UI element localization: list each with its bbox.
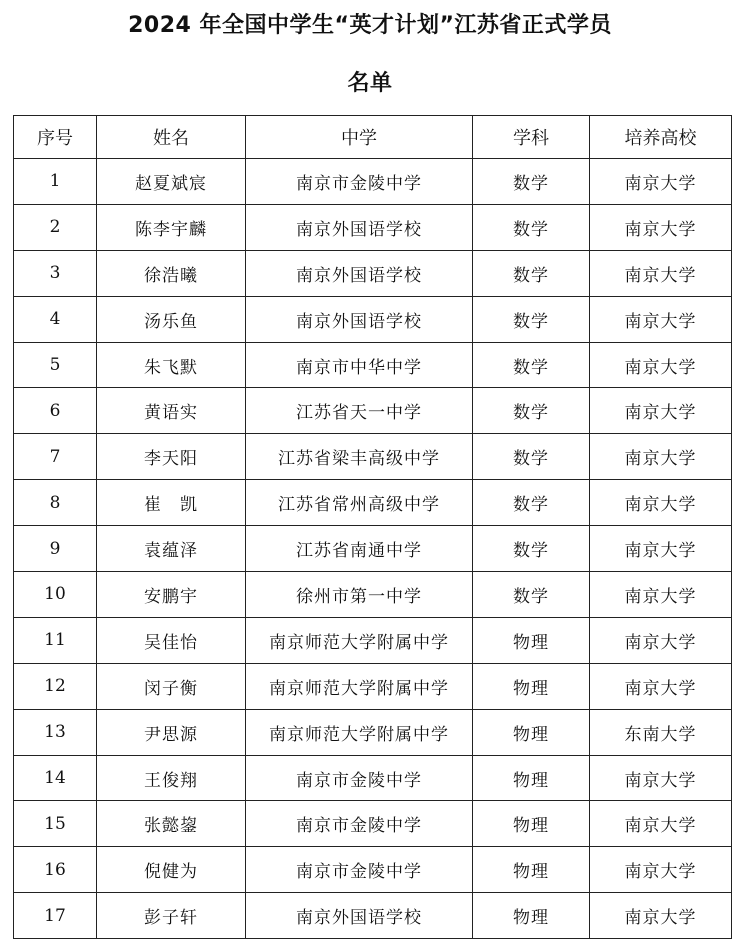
cell-subject: 数学 bbox=[473, 572, 590, 618]
cell-university: 东南大学 bbox=[590, 709, 732, 755]
cell-university: 南京大学 bbox=[590, 755, 732, 801]
cell-serial-number: 1 bbox=[14, 159, 97, 205]
cell-school: 南京市金陵中学 bbox=[246, 847, 473, 893]
cell-university: 南京大学 bbox=[590, 250, 732, 296]
cell-name: 朱飞默 bbox=[97, 342, 246, 388]
table-row bbox=[14, 296, 732, 342]
cell-subject: 数学 bbox=[473, 434, 590, 480]
cell-university: 南京大学 bbox=[590, 847, 732, 893]
document-subtitle: 名单 bbox=[347, 71, 393, 96]
table-row bbox=[14, 388, 732, 434]
cell-serial-number: 8 bbox=[14, 480, 97, 526]
cell-name: 王俊翔 bbox=[97, 755, 246, 801]
cell-name: 袁蕴泽 bbox=[97, 526, 246, 572]
cell-name: 汤乐鱼 bbox=[97, 296, 246, 342]
table-row bbox=[14, 755, 732, 801]
table-row bbox=[14, 801, 732, 847]
cell-subject: 物理 bbox=[473, 709, 590, 755]
cell-subject: 物理 bbox=[473, 755, 590, 801]
cell-university: 南京大学 bbox=[590, 296, 732, 342]
table-body bbox=[14, 159, 732, 939]
cell-subject: 物理 bbox=[473, 847, 590, 893]
table-row bbox=[14, 663, 732, 709]
cell-subject: 数学 bbox=[473, 250, 590, 296]
cell-school: 南京外国语学校 bbox=[246, 893, 473, 939]
cell-school: 南京师范大学附属中学 bbox=[246, 663, 473, 709]
cell-name: 张懿鋆 bbox=[97, 801, 246, 847]
cell-subject: 数学 bbox=[473, 204, 590, 250]
cell-university: 南京大学 bbox=[590, 572, 732, 618]
header-school: 中学 bbox=[246, 116, 473, 159]
table-row bbox=[14, 480, 732, 526]
cell-school: 南京市金陵中学 bbox=[246, 755, 473, 801]
cell-university: 南京大学 bbox=[590, 893, 732, 939]
cell-name: 吴佳怡 bbox=[97, 617, 246, 663]
cell-school: 江苏省南通中学 bbox=[246, 526, 473, 572]
cell-serial-number: 2 bbox=[14, 204, 97, 250]
header-subject: 学科 bbox=[473, 116, 590, 159]
cell-subject: 数学 bbox=[473, 480, 590, 526]
student-list-table bbox=[13, 115, 732, 939]
cell-university: 南京大学 bbox=[590, 526, 732, 572]
cell-serial-number: 17 bbox=[14, 893, 97, 939]
cell-school: 南京外国语学校 bbox=[246, 204, 473, 250]
cell-name: 李天阳 bbox=[97, 434, 246, 480]
table-row bbox=[14, 250, 732, 296]
cell-name: 徐浩曦 bbox=[97, 250, 246, 296]
cell-serial-number: 7 bbox=[14, 434, 97, 480]
cell-subject: 数学 bbox=[473, 388, 590, 434]
cell-serial-number: 9 bbox=[14, 526, 97, 572]
cell-serial-number: 14 bbox=[14, 755, 97, 801]
cell-school: 南京市中华中学 bbox=[246, 342, 473, 388]
cell-serial-number: 11 bbox=[14, 617, 97, 663]
cell-subject: 数学 bbox=[473, 526, 590, 572]
cell-name: 陈李宇麟 bbox=[97, 204, 246, 250]
cell-university: 南京大学 bbox=[590, 480, 732, 526]
cell-name: 赵夏斌宸 bbox=[97, 159, 246, 205]
cell-serial-number: 13 bbox=[14, 709, 97, 755]
cell-subject: 数学 bbox=[473, 296, 590, 342]
cell-name: 安鹏宇 bbox=[97, 572, 246, 618]
cell-school: 南京外国语学校 bbox=[246, 250, 473, 296]
cell-serial-number: 3 bbox=[14, 250, 97, 296]
cell-school: 南京市金陵中学 bbox=[246, 159, 473, 205]
header-university: 培养高校 bbox=[590, 116, 732, 159]
cell-school: 江苏省天一中学 bbox=[246, 388, 473, 434]
cell-university: 南京大学 bbox=[590, 159, 732, 205]
cell-subject: 物理 bbox=[473, 617, 590, 663]
cell-school: 南京市金陵中学 bbox=[246, 801, 473, 847]
document-title: 2024 年全国中学生“英才计划”江苏省正式学员 bbox=[128, 13, 612, 38]
cell-university: 南京大学 bbox=[590, 204, 732, 250]
cell-school: 南京师范大学附属中学 bbox=[246, 617, 473, 663]
cell-subject: 物理 bbox=[473, 663, 590, 709]
cell-university: 南京大学 bbox=[590, 434, 732, 480]
cell-serial-number: 12 bbox=[14, 663, 97, 709]
cell-serial-number: 6 bbox=[14, 388, 97, 434]
cell-subject: 物理 bbox=[473, 893, 590, 939]
header-serial-number: 序号 bbox=[14, 116, 97, 159]
cell-university: 南京大学 bbox=[590, 801, 732, 847]
cell-university: 南京大学 bbox=[590, 342, 732, 388]
cell-serial-number: 4 bbox=[14, 296, 97, 342]
cell-university: 南京大学 bbox=[590, 663, 732, 709]
cell-serial-number: 10 bbox=[14, 572, 97, 618]
cell-name: 倪健为 bbox=[97, 847, 246, 893]
cell-subject: 数学 bbox=[473, 342, 590, 388]
cell-university: 南京大学 bbox=[590, 617, 732, 663]
cell-school: 江苏省常州高级中学 bbox=[246, 480, 473, 526]
cell-subject: 物理 bbox=[473, 801, 590, 847]
table-row bbox=[14, 526, 732, 572]
cell-school: 江苏省梁丰高级中学 bbox=[246, 434, 473, 480]
cell-subject: 数学 bbox=[473, 159, 590, 205]
cell-serial-number: 5 bbox=[14, 342, 97, 388]
cell-name: 崔 凯 bbox=[97, 480, 246, 526]
cell-serial-number: 15 bbox=[14, 801, 97, 847]
table-header-row bbox=[14, 116, 732, 159]
table-row bbox=[14, 159, 732, 205]
table-row bbox=[14, 709, 732, 755]
cell-serial-number: 16 bbox=[14, 847, 97, 893]
table-row bbox=[14, 572, 732, 618]
cell-school: 徐州市第一中学 bbox=[246, 572, 473, 618]
cell-name: 黄语实 bbox=[97, 388, 246, 434]
table-row bbox=[14, 847, 732, 893]
cell-name: 彭子轩 bbox=[97, 893, 246, 939]
table-row bbox=[14, 617, 732, 663]
table-row bbox=[14, 204, 732, 250]
cell-name: 尹思源 bbox=[97, 709, 246, 755]
table-row bbox=[14, 342, 732, 388]
cell-school: 南京外国语学校 bbox=[246, 296, 473, 342]
cell-name: 闵子衡 bbox=[97, 663, 246, 709]
table-row bbox=[14, 893, 732, 939]
header-name: 姓名 bbox=[97, 116, 246, 159]
table-row bbox=[14, 434, 732, 480]
cell-school: 南京师范大学附属中学 bbox=[246, 709, 473, 755]
cell-university: 南京大学 bbox=[590, 388, 732, 434]
